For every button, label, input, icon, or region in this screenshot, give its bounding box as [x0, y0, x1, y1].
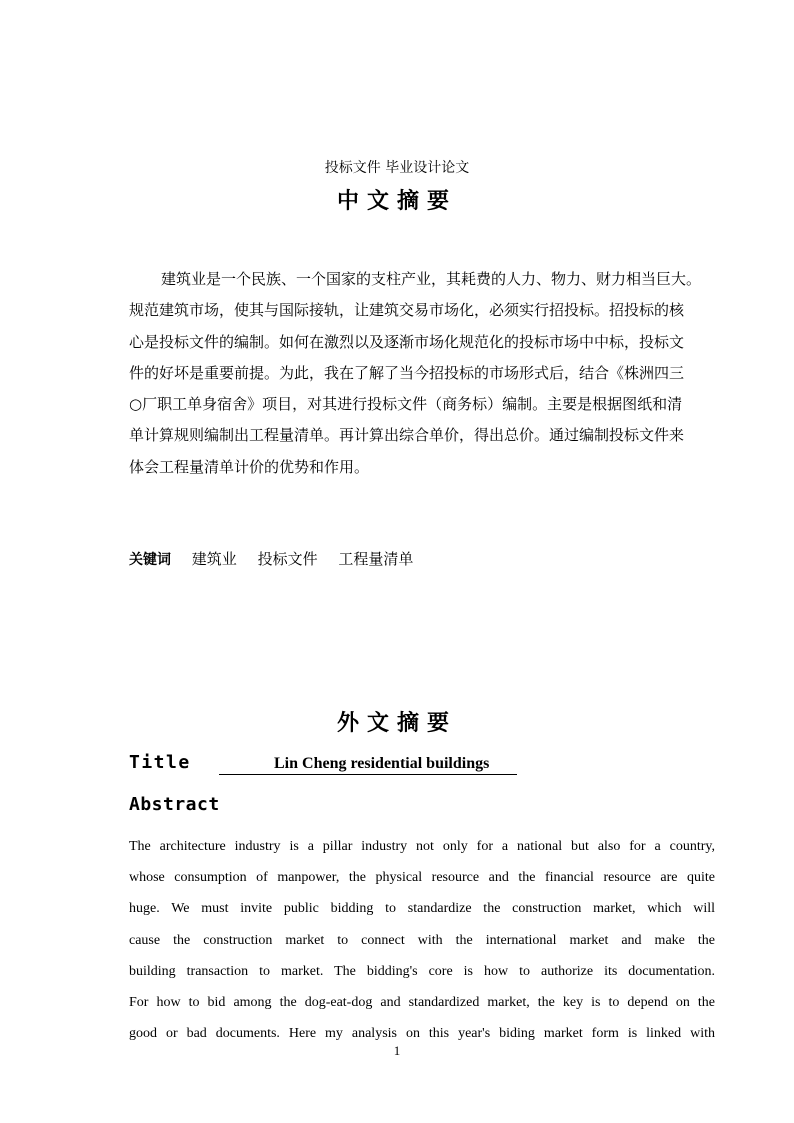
- page-number: 1: [393, 1043, 401, 1058]
- chinese-abstract-body: [129, 264, 729, 483]
- chinese-abstract-line: 体会工程量清单计价的优势和作用。: [129, 457, 370, 476]
- keyword: 工程量清单: [338, 550, 414, 568]
- english-abstract-line: The architecture industry is a pillar industry not only for a national but also for a country,: [129, 839, 715, 854]
- keywords-label: 关键词: [129, 552, 171, 568]
- title-label: Title: [129, 752, 191, 773]
- english-abstract-line: good or bad documents. Here my analysis on this year's biding market form is linked with: [129, 1026, 715, 1042]
- english-abstract-body: [129, 831, 715, 1049]
- chinese-abstract-heading: 中文摘要: [336, 189, 457, 214]
- title-value: Lin Cheng residential buildings: [219, 754, 517, 775]
- english-abstract-line: huge. We must invite public bidding to standardize the construction market, which will: [129, 901, 715, 917]
- keyword: 建筑业: [191, 550, 237, 568]
- abstract-label: Abstract: [129, 794, 220, 815]
- foreign-abstract-heading: 外文摘要: [336, 711, 457, 736]
- header-note: 投标文件 毕业设计论文: [324, 160, 470, 176]
- keyword: 投标文件: [257, 550, 318, 568]
- chinese-abstract-line: 件的好坏是重要前提。为此，我在了解了当今招投标的市场形式后，结合《株洲四三: [129, 363, 685, 382]
- keywords-row: [129, 548, 429, 569]
- english-abstract-line: whose consumption of manpower, the physical resource and the financial resource are quite: [129, 870, 715, 886]
- chinese-abstract-line: 心是投标文件的编制。如何在激烈以及逐渐市场化规范化的投标市场中中标，投标文: [129, 332, 685, 351]
- title-row: [129, 752, 517, 775]
- chinese-abstract-line: 单计算规则编制出工程量清单。再计算出综合单价，得出总价。通过编制投标文件来: [129, 426, 685, 445]
- english-abstract-line: building transaction to market. The bidding's core is how to authorize its documentation.: [129, 963, 715, 979]
- english-abstract-line: cause the construction market to connect with the international market and make the: [129, 932, 715, 948]
- chinese-abstract-line: ○厂职工单身宿舍》项目，对其进行投标文件（商务标）编制。主要是根据图纸和清: [129, 395, 683, 414]
- chinese-abstract-line: 建筑业是一个民族、一个国家的支柱产业，其耗费的人力、物力、财力相当巨大。: [161, 270, 702, 288]
- chinese-abstract-line: 规范建筑市场，使其与国际接轨，让建筑交易市场化，必须实行招投标。招投标的核: [129, 301, 685, 320]
- english-abstract-line: For how to bid among the dog-eat-dog and standardized market, the key is to depend on the: [129, 994, 715, 1010]
